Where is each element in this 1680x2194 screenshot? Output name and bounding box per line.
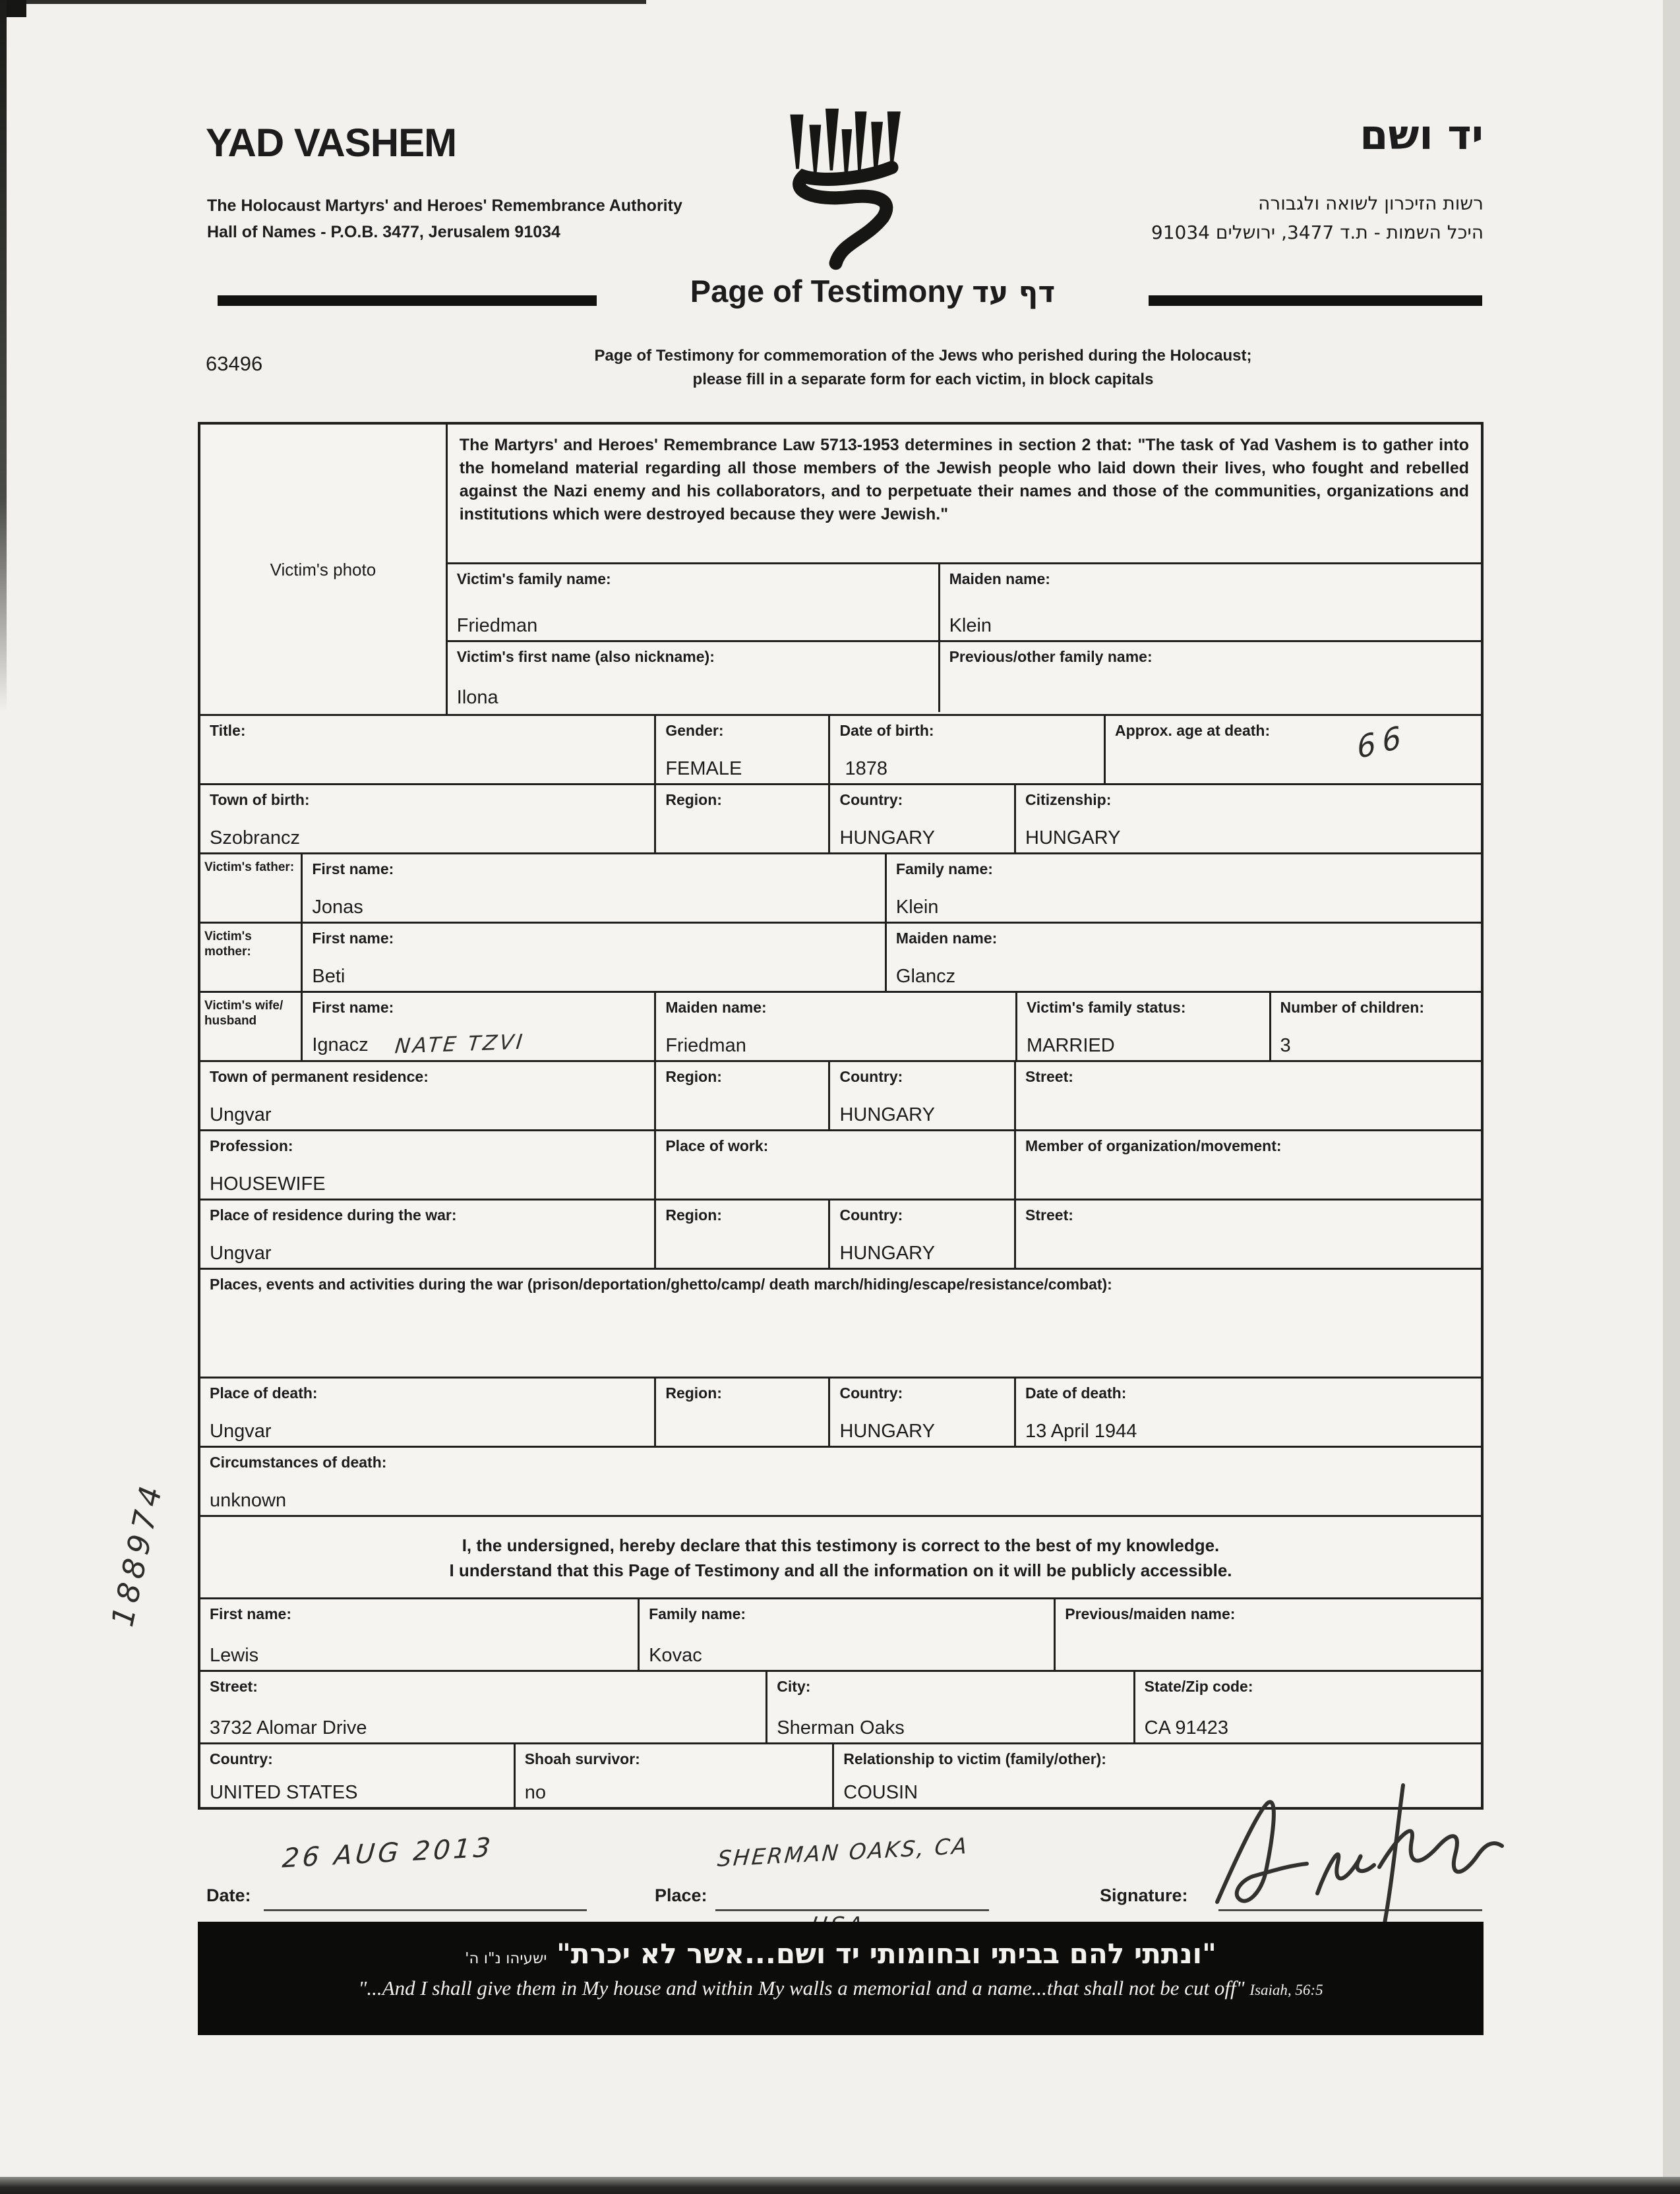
field-age-at-death xyxy=(1106,716,1481,783)
row-circumstances-of-death xyxy=(200,1448,1481,1517)
field-value: unknown xyxy=(210,1490,287,1511)
field-death-country xyxy=(830,1379,1016,1446)
field-label: Profession: xyxy=(210,1137,293,1154)
page-title-english: Page of Testimony xyxy=(690,274,964,309)
date-label: Date: xyxy=(206,1885,251,1905)
field-label: Citizenship: xyxy=(1025,791,1112,808)
row-profession xyxy=(200,1131,1481,1201)
scan-artifact-bottom-edge xyxy=(0,2177,1680,2194)
field-permanent-residence-street xyxy=(1016,1062,1481,1129)
field-mother-maiden-name xyxy=(887,924,1481,991)
field-permanent-residence-region xyxy=(656,1062,830,1129)
scan-artifact-right-edge xyxy=(1663,0,1680,2194)
field-label: First name: xyxy=(210,1605,291,1622)
field-label: Approx. age at death: xyxy=(1114,722,1271,739)
field-place-of-death xyxy=(200,1379,656,1446)
field-date-of-birth xyxy=(830,716,1106,783)
field-war-residence-place xyxy=(200,1201,656,1268)
field-value: Lewis xyxy=(210,1645,259,1666)
field-war-residence-street xyxy=(1016,1201,1481,1268)
field-label: Date of birth: xyxy=(839,722,934,739)
date-line xyxy=(264,1909,587,1911)
field-value: MARRIED xyxy=(1026,1035,1115,1056)
field-label: Places, events and activities during the war (prison/deportation/ghetto/camp/ death march/hiding/escape/resistance/combat): xyxy=(210,1276,1112,1293)
field-label: Title: xyxy=(210,722,246,739)
field-label: Family name: xyxy=(895,860,993,877)
handwritten-place: SHERMAN OAKS, CA xyxy=(716,1832,970,1872)
field-value: Klein xyxy=(895,897,939,918)
field-place-of-work xyxy=(656,1131,1016,1199)
row-permanent-residence xyxy=(200,1062,1481,1131)
row-town-of-birth xyxy=(200,785,1481,854)
field-maiden-name xyxy=(940,564,1481,640)
field-label: Region: xyxy=(665,791,722,808)
field-label: First name: xyxy=(312,860,394,877)
field-value: FEMALE xyxy=(665,758,742,779)
field-label: Maiden name: xyxy=(949,570,1050,587)
row-victim-mother xyxy=(200,924,1481,993)
field-label: Relationship to victim (family/other): xyxy=(843,1750,1106,1767)
mother-row-label: Victim's mother: xyxy=(200,924,303,991)
org-address: Hall of Names - P.O.B. 3477, Jerusalem 91034 xyxy=(207,223,560,241)
footer-quote-hebrew-text: "ונתתי להם בביתי ובחומותי יד ושם...אשר לא יכרת" xyxy=(556,1938,1216,1970)
row-war-events xyxy=(200,1270,1481,1379)
footer-quote-english-attribution: Isaiah, 56:5 xyxy=(1249,1982,1323,1998)
field-label: Previous/other family name: xyxy=(949,648,1153,665)
field-date-of-death xyxy=(1016,1379,1481,1446)
field-profession xyxy=(200,1131,656,1199)
footer-quote-english xyxy=(198,1976,1484,2000)
field-label: Place of work: xyxy=(665,1137,769,1154)
field-label: Country: xyxy=(839,1206,903,1224)
field-number-of-children xyxy=(1271,993,1482,1060)
field-label: Town of birth: xyxy=(210,791,310,808)
field-label: Place of residence during the war: xyxy=(210,1206,457,1224)
row-submitter-names xyxy=(200,1599,1481,1672)
form-intro-line1: Page of Testimony for commemoration of the Jews who perished during the Holocaust; xyxy=(594,347,1252,365)
field-value: COUSIN xyxy=(843,1782,918,1803)
field-war-residence-country xyxy=(830,1201,1016,1268)
field-value: HUNGARY xyxy=(839,1104,935,1125)
field-title xyxy=(200,716,656,783)
field-value: Szobrancz xyxy=(210,827,301,848)
title-divider-bar-right xyxy=(1149,295,1482,306)
field-spouse-first-name xyxy=(303,993,656,1060)
field-value: Jonas xyxy=(312,897,363,918)
field-permanent-residence-country xyxy=(830,1062,1016,1129)
field-submitter-state-zip xyxy=(1135,1672,1481,1742)
field-war-events xyxy=(200,1270,1481,1377)
scan-artifact-left-edge xyxy=(0,0,7,712)
field-value: Sherman Oaks xyxy=(777,1717,905,1738)
row-war-residence xyxy=(200,1201,1481,1270)
field-label: Previous/maiden name: xyxy=(1065,1605,1236,1622)
field-submitter-street xyxy=(200,1672,767,1742)
field-value: UNITED STATES xyxy=(210,1782,358,1803)
field-label: Victim's family name: xyxy=(456,570,611,587)
remembrance-law-cell xyxy=(448,425,1481,564)
footer-quote-english-text: "...And I shall give them in My house and within My walls a memorial and a name...that shall not be cut off" xyxy=(358,1976,1245,2000)
field-birth-region xyxy=(656,785,830,852)
org-tagline: The Holocaust Martyrs' and Heroes' Remembrance Authority xyxy=(207,196,682,215)
row-victim-father xyxy=(200,854,1481,924)
field-label: City: xyxy=(777,1678,811,1695)
field-label: Circumstances of death: xyxy=(210,1454,387,1471)
field-label: Number of children: xyxy=(1280,999,1425,1016)
handwritten-margin-number: 188974 xyxy=(104,1478,170,1630)
field-label: First name: xyxy=(312,930,394,947)
field-submitter-family-name xyxy=(640,1599,1056,1670)
field-value: Klein xyxy=(949,615,992,636)
row-title-gender-dob-age xyxy=(200,716,1481,785)
field-label: State/Zip code: xyxy=(1144,1678,1253,1695)
field-value: Ungvar xyxy=(210,1243,272,1264)
testimony-form-table xyxy=(198,422,1484,1810)
field-citizenship xyxy=(1016,785,1481,852)
field-death-region xyxy=(656,1379,830,1446)
handwritten-spouse-name: NATE TZVI xyxy=(394,1030,527,1059)
declaration-line2: I understand that this Page of Testimony and all the information on it will be publicly accessible. xyxy=(449,1560,1232,1580)
field-label: Date of death: xyxy=(1025,1384,1127,1402)
field-value: HUNGARY xyxy=(839,1243,935,1264)
org-tagline-hebrew: רשות הזיכרון לשואה ולגבורה xyxy=(1258,193,1484,214)
place-label: Place: xyxy=(655,1885,707,1905)
field-value: 1878 xyxy=(845,758,887,779)
field-birth-country xyxy=(830,785,1016,852)
field-label: Country: xyxy=(839,1068,903,1085)
field-label: Maiden name: xyxy=(665,999,767,1016)
field-label: Shoah survivor: xyxy=(524,1750,640,1767)
field-label: Country: xyxy=(210,1750,273,1767)
field-label: Place of death: xyxy=(210,1384,318,1402)
field-label: Family name: xyxy=(649,1605,746,1622)
field-submitter-country xyxy=(200,1744,516,1807)
field-label: First name: xyxy=(312,999,394,1016)
field-gender xyxy=(656,716,830,783)
row-declaration xyxy=(200,1517,1481,1599)
field-label: Country: xyxy=(839,791,903,808)
field-war-residence-region xyxy=(656,1201,830,1268)
field-value: Friedman xyxy=(456,615,538,636)
row-place-of-death xyxy=(200,1379,1481,1448)
field-label: Street: xyxy=(210,1678,258,1695)
org-name-hebrew: יד ושם xyxy=(1360,111,1484,159)
org-name: YAD VASHEM xyxy=(206,121,457,165)
field-value: Glancz xyxy=(895,966,956,987)
field-value: Kovac xyxy=(649,1645,702,1666)
field-submitter-city xyxy=(767,1672,1135,1742)
field-value: Ignacz xyxy=(312,1034,369,1055)
field-victim-first-name xyxy=(448,642,940,712)
handwritten-age-value: 66 xyxy=(1355,717,1410,766)
signature-scrawl xyxy=(1207,1767,1510,1932)
field-label: Gender: xyxy=(665,722,724,739)
row-victim-spouse xyxy=(200,993,1481,1062)
field-label: Street: xyxy=(1025,1068,1073,1085)
title-divider-bar-left xyxy=(218,295,597,306)
field-value: HOUSEWIFE xyxy=(210,1173,326,1195)
row-family-maiden-name xyxy=(448,564,1481,642)
field-label: Country: xyxy=(839,1384,903,1402)
place-line xyxy=(715,1909,989,1911)
row-submitter-address xyxy=(200,1672,1481,1744)
father-row-label: Victim's father: xyxy=(200,854,303,922)
form-intro-line2: please fill in a separate form for each victim, in block capitals xyxy=(692,371,1154,388)
field-value: Ungvar xyxy=(210,1104,272,1125)
form-number: 63496 xyxy=(206,352,263,375)
field-mother-first-name xyxy=(303,924,887,991)
field-label: Victim's first name (also nickname): xyxy=(456,648,715,665)
remembrance-law-text: The Martyrs' and Heroes' Remembrance Law 5713-1953 determines in section 2 that: "The task of Yad Vashem is to gather into the homeland material regarding all those members of the Jewish people who laid down their lives, who fought and rebelled against the Nazi enemy and his collaborators, and to perpetuate their names and those of the communities, organizations and institutions which were destroyed because they were Jewish." xyxy=(459,436,1469,523)
field-value: HUNGARY xyxy=(839,1421,935,1442)
field-shoah-survivor xyxy=(516,1744,835,1807)
spouse-row-label: Victim's wife/ husband xyxy=(200,993,303,1060)
footer-quote-hebrew-attribution: ישעיהו נ"ו ה' xyxy=(465,1950,547,1967)
field-value: 3732 Alomar Drive xyxy=(210,1717,367,1738)
field-spouse-maiden-name xyxy=(656,993,1017,1060)
form-intro xyxy=(462,344,1385,392)
section-photo-and-names xyxy=(200,425,1481,716)
field-previous-family-name xyxy=(940,642,1481,712)
field-label: Town of permanent residence: xyxy=(210,1068,429,1085)
row-first-previous-name xyxy=(448,642,1481,712)
field-label: Maiden name: xyxy=(895,930,998,947)
field-value: no xyxy=(524,1782,546,1803)
field-value: HUNGARY xyxy=(1025,827,1121,848)
field-organization xyxy=(1016,1131,1481,1199)
field-label: Victim's family status: xyxy=(1026,999,1186,1016)
field-permanent-residence-town xyxy=(200,1062,656,1129)
field-father-first-name xyxy=(303,854,887,922)
field-label: Region: xyxy=(665,1384,722,1402)
field-value: Ungvar xyxy=(210,1421,272,1442)
field-value: Beti xyxy=(312,966,345,987)
field-submitter-first-name xyxy=(200,1599,640,1670)
handwritten-date: 26 AUG 2013 xyxy=(281,1832,495,1874)
victim-photo-label: Victim's photo xyxy=(270,560,376,579)
page-title-hebrew: דף עד xyxy=(972,276,1056,309)
field-victim-family-name xyxy=(448,564,940,640)
field-label: Member of organization/movement: xyxy=(1025,1137,1282,1154)
scan-artifact-top-edge xyxy=(0,0,646,4)
field-father-family-name xyxy=(887,854,1481,922)
footer-quote-banner xyxy=(198,1922,1484,2035)
field-family-status xyxy=(1017,993,1271,1060)
field-value: CA 91423 xyxy=(1144,1717,1229,1738)
field-value: Ilona xyxy=(456,687,498,708)
page-title xyxy=(597,273,1149,309)
declaration-text xyxy=(200,1517,1481,1597)
footer-quote-hebrew xyxy=(198,1938,1484,1970)
field-label: Region: xyxy=(665,1206,722,1224)
signature-label: Signature: xyxy=(1100,1885,1188,1905)
declaration-line1: I, the undersigned, hereby declare that this testimony is correct to the best of my knowledge. xyxy=(462,1535,1220,1555)
field-value: 13 April 1944 xyxy=(1025,1421,1137,1442)
law-and-name-column xyxy=(448,425,1481,714)
yad-vashem-menorah-logo xyxy=(770,104,919,281)
field-label: Street: xyxy=(1025,1206,1073,1224)
org-address-hebrew: היכל השמות - ת.ד 3477, ירושלים 91034 xyxy=(1151,222,1484,243)
victim-photo-cell xyxy=(200,425,448,714)
field-submitter-previous-maiden-name xyxy=(1056,1599,1481,1670)
field-town-of-birth xyxy=(200,785,656,852)
field-value: Friedman xyxy=(665,1035,746,1056)
field-value: HUNGARY xyxy=(839,827,935,848)
field-value: 3 xyxy=(1280,1035,1291,1056)
field-label: Region: xyxy=(665,1068,722,1085)
field-circumstances-of-death xyxy=(200,1448,1481,1515)
